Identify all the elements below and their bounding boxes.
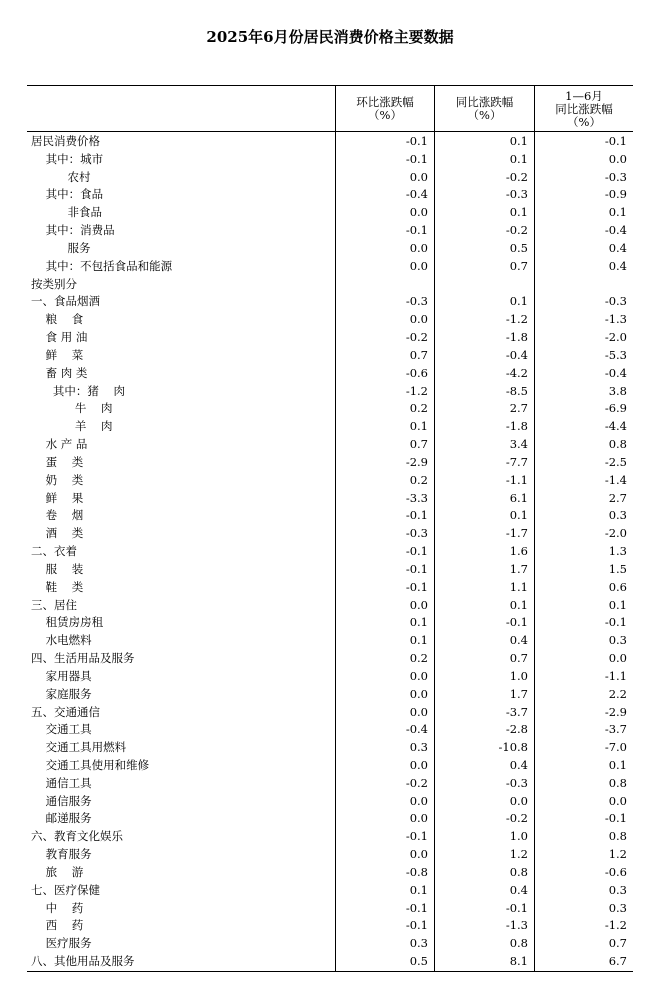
mom-value: -0.4 <box>405 187 428 202</box>
table-row <box>27 793 633 811</box>
yoy-value: -1.8 <box>505 419 528 434</box>
table-row <box>27 222 633 240</box>
ytd-value: 0.0 <box>608 793 627 808</box>
row-label: 服务 <box>31 240 91 255</box>
mom-value: 0.2 <box>409 651 428 666</box>
row-label: 中 药 <box>31 900 84 915</box>
mom-value: 0.0 <box>409 757 428 772</box>
row-label: 鲜 果 <box>31 490 84 505</box>
table-row <box>27 258 633 276</box>
ytd-value: -0.4 <box>604 365 627 380</box>
yoy-value: 6.1 <box>509 490 528 505</box>
table-top-rule <box>27 85 633 86</box>
mom-value: -0.1 <box>405 544 428 559</box>
row-label: 其中：猪 肉 <box>31 383 126 398</box>
mom-value: 0.1 <box>409 419 428 434</box>
yoy-value: 1.0 <box>509 668 528 683</box>
yoy-value: 0.5 <box>509 240 528 255</box>
yoy-value: -10.8 <box>498 740 528 755</box>
mom-value: 0.3 <box>409 740 428 755</box>
ytd-value: -2.0 <box>604 526 627 541</box>
row-label: 其中：不包括食品和能源 <box>31 258 173 273</box>
yoy-value: -4.2 <box>505 365 528 380</box>
ytd-value: -0.1 <box>604 811 627 826</box>
row-label: 四、生活用品及服务 <box>31 651 135 666</box>
yoy-value: -1.7 <box>505 526 528 541</box>
yoy-value: -3.7 <box>505 704 528 719</box>
row-label: 蛋 类 <box>31 454 84 469</box>
mom-value: 0.0 <box>409 793 428 808</box>
row-label: 水 产 品 <box>31 437 88 452</box>
yoy-value: 0.1 <box>509 134 528 148</box>
table-row <box>27 953 633 971</box>
yoy-value: -0.3 <box>505 775 528 790</box>
mom-value: -0.3 <box>405 294 428 309</box>
mom-value: -0.1 <box>405 900 428 915</box>
row-label: 五、交通通信 <box>31 704 100 719</box>
table-row <box>27 739 633 757</box>
row-label: 交通工具使用和维修 <box>31 757 150 772</box>
ytd-value: 0.3 <box>608 633 627 648</box>
yoy-value: 0.4 <box>509 633 528 648</box>
table-row <box>27 668 633 686</box>
ytd-value: 0.8 <box>608 829 627 844</box>
ytd-value: -7.0 <box>604 740 627 755</box>
yoy-value: 0.7 <box>509 651 528 666</box>
header-ytd <box>535 90 633 129</box>
row-label: 其中：消费品 <box>31 223 115 238</box>
ytd-value: 3.8 <box>608 383 627 398</box>
mom-value: -2.9 <box>405 454 428 469</box>
mom-value: 0.0 <box>409 169 428 184</box>
yoy-value: -0.1 <box>505 900 528 915</box>
table-row <box>27 935 633 953</box>
yoy-value: 0.4 <box>509 757 528 772</box>
table-row <box>27 686 633 704</box>
ytd-value: 6.7 <box>608 954 627 969</box>
mom-value: 0.2 <box>409 401 428 416</box>
table-row <box>27 204 633 222</box>
ytd-value: 0.0 <box>608 151 627 166</box>
table-row <box>27 597 633 615</box>
ytd-value: 0.3 <box>608 882 627 897</box>
ytd-value: -1.3 <box>604 312 627 327</box>
row-label: 八、其他用品及服务 <box>31 954 135 969</box>
ytd-value: -2.9 <box>604 704 627 719</box>
ytd-value: -0.1 <box>604 615 627 630</box>
ytd-value: -0.3 <box>604 294 627 309</box>
mom-value: 0.3 <box>409 936 428 951</box>
mom-value: -0.1 <box>405 151 428 166</box>
yoy-value: -1.1 <box>505 472 528 487</box>
yoy-value: 0.7 <box>509 258 528 273</box>
yoy-value: 1.1 <box>509 579 528 594</box>
header-yoy-unit: （%） <box>467 108 502 122</box>
yoy-value: -0.3 <box>505 187 528 202</box>
yoy-value: 1.7 <box>509 561 528 576</box>
yoy-value: -2.8 <box>505 722 528 737</box>
table-row <box>27 365 633 383</box>
header-mom-unit: （%） <box>368 108 402 122</box>
table-row <box>27 704 633 722</box>
row-label: 一、食品烟酒 <box>31 294 100 309</box>
ytd-value: 0.4 <box>608 258 627 273</box>
table-row <box>27 454 633 472</box>
header-ytd-period: 1—6月 <box>565 89 603 103</box>
ytd-value: -4.4 <box>604 419 627 434</box>
yoy-value: 1.6 <box>509 544 528 559</box>
ytd-value: 0.6 <box>608 579 627 594</box>
yoy-value: -1.3 <box>505 918 528 933</box>
ytd-value: 0.1 <box>608 597 627 612</box>
ytd-value: -2.5 <box>604 454 627 469</box>
mom-value: 0.0 <box>409 811 428 826</box>
row-label: 七、医疗保健 <box>31 882 100 897</box>
row-label: 教育服务 <box>31 847 92 862</box>
row-label: 通信工具 <box>31 775 92 790</box>
row-label: 交通工具 <box>31 722 92 737</box>
row-label: 其中：食品 <box>31 187 104 202</box>
page-title: 2025年6月份居民消费价格主要数据 <box>206 28 454 46</box>
header-mom <box>336 96 434 122</box>
row-label: 医疗服务 <box>31 936 92 951</box>
mom-value: 0.0 <box>409 312 428 327</box>
yoy-value: 0.1 <box>509 205 528 220</box>
ytd-value: 0.8 <box>608 775 627 790</box>
table-row <box>27 311 633 329</box>
row-label: 交通工具用燃料 <box>31 740 127 755</box>
table-row <box>27 917 633 935</box>
ytd-value: 1.3 <box>608 544 627 559</box>
mom-value: 0.7 <box>409 437 428 452</box>
mom-value: 0.0 <box>409 686 428 701</box>
mom-value: 0.1 <box>409 633 428 648</box>
mom-value: -0.3 <box>405 526 428 541</box>
mom-value: 0.2 <box>409 472 428 487</box>
ytd-value: -3.7 <box>604 722 627 737</box>
table-row <box>27 490 633 508</box>
table-row <box>27 133 633 151</box>
row-label: 酒 类 <box>31 526 84 541</box>
table-row <box>27 775 633 793</box>
ytd-value: 0.3 <box>608 900 627 915</box>
ytd-value: 0.1 <box>608 757 627 772</box>
header-ytd-label: 同比涨跌幅 <box>555 102 613 116</box>
mom-value: -0.1 <box>405 223 428 238</box>
table-row <box>27 561 633 579</box>
row-label: 租赁房房租 <box>31 615 104 630</box>
mom-value: 0.7 <box>409 347 428 362</box>
ytd-value: -2.0 <box>604 330 627 345</box>
table-row <box>27 293 633 311</box>
table-row <box>27 614 633 632</box>
ytd-value: 0.7 <box>608 936 627 951</box>
table-row <box>27 400 633 418</box>
header-yoy-label: 同比涨跌幅 <box>455 95 514 109</box>
table-row <box>27 757 633 775</box>
row-label: 家用器具 <box>31 668 92 683</box>
yoy-value: 0.8 <box>509 936 528 951</box>
table-row <box>27 329 633 347</box>
ytd-value: 0.8 <box>608 437 627 452</box>
table-row <box>27 882 633 900</box>
table-row <box>27 383 633 401</box>
table-body <box>27 133 633 971</box>
table-row <box>27 810 633 828</box>
row-label: 水电燃料 <box>31 633 92 648</box>
yoy-value: 0.1 <box>509 508 528 523</box>
table-row <box>27 864 633 882</box>
ytd-value: -1.2 <box>604 918 627 933</box>
yoy-value: 1.0 <box>509 829 528 844</box>
yoy-value: -1.8 <box>505 330 528 345</box>
table-row <box>27 436 633 454</box>
yoy-value: -0.4 <box>505 347 528 362</box>
mom-value: -0.2 <box>405 775 428 790</box>
mom-value: -0.1 <box>405 508 428 523</box>
mom-value: 0.0 <box>409 668 428 683</box>
table-row <box>27 186 633 204</box>
ytd-value: -6.9 <box>604 401 627 416</box>
ytd-value: -0.6 <box>604 864 627 879</box>
table-row <box>27 632 633 650</box>
row-label: 农村 <box>31 169 91 184</box>
row-label: 牛 肉 <box>31 401 113 416</box>
row-label: 旅 游 <box>31 864 84 879</box>
mom-value: -0.1 <box>405 579 428 594</box>
yoy-value: -0.2 <box>505 169 528 184</box>
table-row <box>27 846 633 864</box>
table-row <box>27 169 633 187</box>
ytd-value: 0.0 <box>608 651 627 666</box>
mom-value: 0.0 <box>409 240 428 255</box>
mom-value: -3.3 <box>405 490 428 505</box>
mom-value: -0.2 <box>405 330 428 345</box>
yoy-value: -1.2 <box>505 312 528 327</box>
header-yoy <box>435 96 534 122</box>
row-label: 居民消费价格 <box>31 134 100 148</box>
row-label: 畜 肉 类 <box>31 365 88 380</box>
table-row <box>27 579 633 597</box>
table-row <box>27 721 633 739</box>
mom-value: 0.0 <box>409 597 428 612</box>
yoy-value: 3.4 <box>509 437 528 452</box>
yoy-value: 1.2 <box>509 847 528 862</box>
yoy-value: 0.0 <box>509 793 528 808</box>
yoy-value: 0.1 <box>509 294 528 309</box>
table-row <box>27 525 633 543</box>
yoy-value: 1.7 <box>509 686 528 701</box>
mom-value: -0.1 <box>405 561 428 576</box>
row-label: 家庭服务 <box>31 686 92 701</box>
mom-value: -0.1 <box>405 918 428 933</box>
table-row <box>27 472 633 490</box>
yoy-value: 2.7 <box>509 401 528 416</box>
yoy-value: 0.4 <box>509 882 528 897</box>
mom-value: -0.1 <box>405 134 428 148</box>
yoy-value: 0.1 <box>509 597 528 612</box>
yoy-value: -0.2 <box>505 811 528 826</box>
row-label: 鞋 类 <box>31 579 84 594</box>
header-ytd-unit: （%） <box>567 115 601 129</box>
mom-value: 0.1 <box>409 615 428 630</box>
row-label: 卷 烟 <box>31 508 84 523</box>
ytd-value: -0.9 <box>604 187 627 202</box>
ytd-value: 2.2 <box>608 686 627 701</box>
ytd-value: 2.7 <box>608 490 627 505</box>
mom-value: -0.8 <box>405 864 428 879</box>
ytd-value: -1.1 <box>604 668 627 683</box>
table-row <box>27 828 633 846</box>
mom-value: -1.2 <box>405 383 428 398</box>
table-row <box>27 650 633 668</box>
table-bottom-rule <box>27 971 633 972</box>
table-row <box>27 418 633 436</box>
row-label: 鲜 菜 <box>31 347 84 362</box>
table-header-rule <box>27 131 633 132</box>
ytd-value: 1.5 <box>608 561 627 576</box>
mom-value: 0.5 <box>409 954 428 969</box>
yoy-value: 0.8 <box>509 864 528 879</box>
row-label: 食 用 油 <box>31 330 88 345</box>
mom-value: -0.6 <box>405 365 428 380</box>
ytd-value: -5.3 <box>604 347 627 362</box>
row-label: 非食品 <box>31 205 103 220</box>
mom-value: 0.0 <box>409 258 428 273</box>
row-label: 其中：城市 <box>31 151 104 166</box>
yoy-value: -0.1 <box>505 615 528 630</box>
yoy-value: -8.5 <box>505 383 528 398</box>
ytd-value: -1.4 <box>604 472 627 487</box>
row-label: 服 装 <box>31 561 84 576</box>
ytd-value: -0.4 <box>604 223 627 238</box>
row-label: 奶 类 <box>31 472 84 487</box>
table-row <box>27 543 633 561</box>
yoy-value: -0.2 <box>505 223 528 238</box>
yoy-value: -7.7 <box>505 454 528 469</box>
row-label: 粮 食 <box>31 312 84 327</box>
table-row <box>27 151 633 169</box>
row-label: 六、教育文化娱乐 <box>31 829 123 844</box>
mom-value: 0.0 <box>409 847 428 862</box>
yoy-value: 0.1 <box>509 151 528 166</box>
ytd-value: 0.4 <box>608 240 627 255</box>
table-row <box>27 347 633 365</box>
ytd-value: 0.3 <box>608 508 627 523</box>
row-label: 三、居住 <box>31 597 77 612</box>
ytd-value: -0.3 <box>604 169 627 184</box>
ytd-value: 1.2 <box>608 847 627 862</box>
table-row <box>27 900 633 918</box>
mom-value: 0.0 <box>409 704 428 719</box>
mom-value: -0.4 <box>405 722 428 737</box>
yoy-value: 8.1 <box>509 954 528 969</box>
table-row <box>27 276 633 294</box>
row-label: 羊 肉 <box>31 419 113 434</box>
row-label: 邮递服务 <box>31 811 92 826</box>
table-row <box>27 507 633 525</box>
row-label: 二、衣着 <box>31 544 77 559</box>
header-mom-label: 环比涨跌幅 <box>356 95 414 109</box>
mom-value: -0.1 <box>405 829 428 844</box>
ytd-value: -0.1 <box>604 134 627 148</box>
table-row <box>27 240 633 258</box>
ytd-value: 0.1 <box>608 205 627 220</box>
row-label: 按类别分 <box>31 276 77 291</box>
row-label: 西 药 <box>31 918 84 933</box>
mom-value: 0.1 <box>409 882 428 897</box>
row-label: 通信服务 <box>31 793 92 808</box>
mom-value: 0.0 <box>409 205 428 220</box>
